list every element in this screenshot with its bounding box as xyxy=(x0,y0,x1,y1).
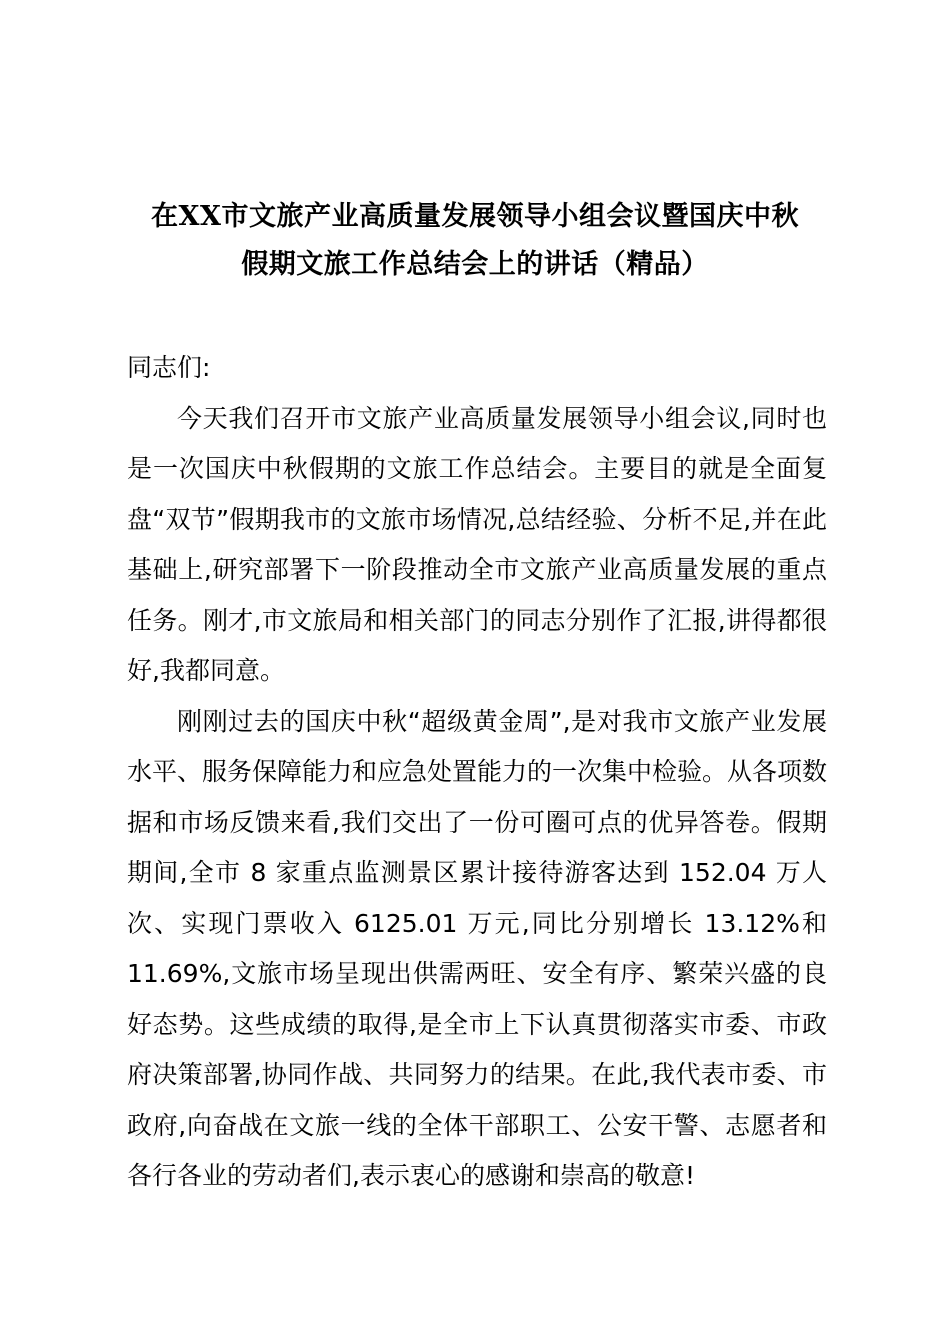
paragraph-2: 刚刚过去的国庆中秋“超级黄金周”,是对我市文旅产业发展水平、服务保障能力和应急处置能力的一次集中检验。从各项数据和市场反馈来看,我们交出了一份可圈可点的优异答卷。假期期间,全市 8 家重点监测景区累计接待游客达到 152.04 万人次、实现门票收入 6125.01 万元,同比分别增长 13.12%和11.69%,文旅市场呈现出供需两旺、安全有序、繁荣兴盛的良好态势。这些成绩的取得,是全市上下认真贯彻落实市委、市政府决策部署,协同作战、共同努力的结果。在此,我代表市委、市政府,向奋战在文旅一线的全体干部职工、公安干警、志愿者和各行各业的劳动者们,表示衷心的感谢和崇高的敬意! xyxy=(127,706,828,1190)
document-body xyxy=(127,343,827,1202)
salutation: 同志们: xyxy=(127,353,211,382)
title-line-2: 假期文旅工作总结会上的讲话（精品） xyxy=(241,249,709,280)
title-line-1: 在XX市文旅产业高质量发展领导小组会议暨国庆中秋 xyxy=(151,201,799,232)
document-title xyxy=(120,193,830,289)
paragraph-1: 今天我们召开市文旅产业高质量发展领导小组会议,同时也是一次国庆中秋假期的文旅工作总结会。主要目的就是全面复盘“双节”假期我市的文旅市场情况,总结经验、分析不足,并在此基础上,研究部署下一阶段推动全市文旅产业高质量发展的重点任务。刚才,市文旅局和相关部门的同志分别作了汇报,讲得都很好,我都同意。 xyxy=(127,403,827,685)
